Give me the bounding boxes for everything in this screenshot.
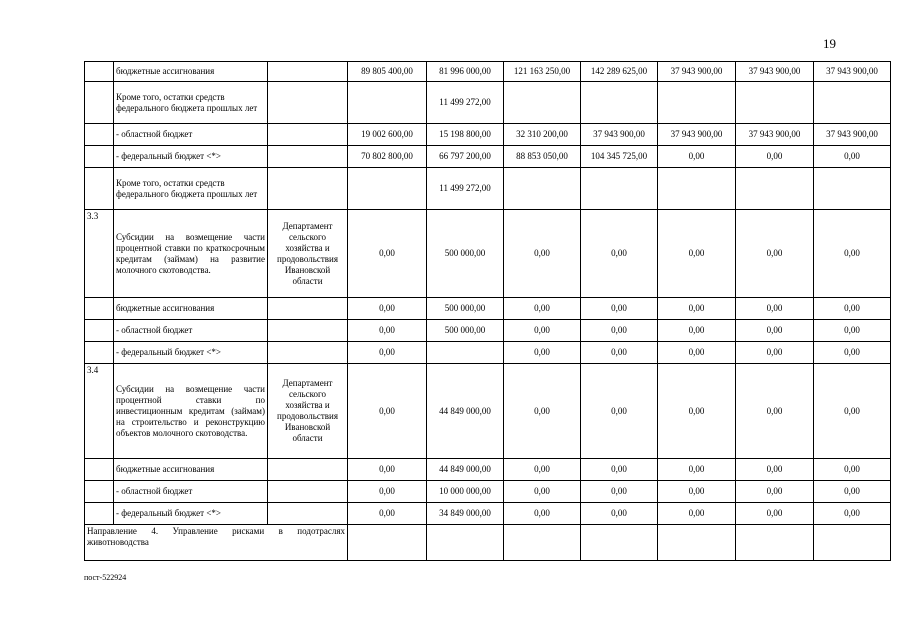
amount-cell: 37 943 900,00: [658, 124, 736, 146]
amount-cell: 0,00: [348, 503, 427, 525]
amount-cell: 44 849 000,00: [427, 459, 504, 481]
amount-cell: 0,00: [348, 210, 427, 298]
amount-cell: 0,00: [814, 342, 891, 364]
amount-cell: 0,00: [658, 481, 736, 503]
amount-cell: 0,00: [504, 459, 581, 481]
amount-cell: 0,00: [504, 298, 581, 320]
amount-cell: [504, 168, 581, 210]
amount-cell: [581, 525, 658, 561]
table-row: [85, 342, 891, 364]
executor-cell: [268, 168, 348, 210]
amount-cell: [658, 525, 736, 561]
item-name: Кроме того, остатки средств федерального бюджета прошлых лет: [114, 168, 268, 210]
amount-cell: [736, 168, 814, 210]
amount-cell: 0,00: [504, 320, 581, 342]
amount-cell: 34 849 000,00: [427, 503, 504, 525]
item-name: бюджетные ассигнования: [114, 298, 268, 320]
table-row-item: [85, 364, 891, 459]
item-name: бюджетные ассигнования: [114, 459, 268, 481]
amount-cell: 0,00: [581, 503, 658, 525]
amount-cell: 0,00: [581, 210, 658, 298]
amount-cell: 66 797 200,00: [427, 146, 504, 168]
table-row: [85, 62, 891, 82]
item-number: [85, 342, 114, 364]
item-number: [85, 146, 114, 168]
table-row: [85, 124, 891, 146]
amount-cell: 37 943 900,00: [814, 62, 891, 82]
amount-cell: 500 000,00: [427, 210, 504, 298]
amount-cell: [348, 525, 427, 561]
direction-title: Направление 4. Управление рисками в подотраслях животноводства: [85, 525, 348, 561]
amount-cell: [814, 168, 891, 210]
amount-cell: 44 849 000,00: [427, 364, 504, 459]
amount-cell: 0,00: [504, 364, 581, 459]
amount-cell: 0,00: [348, 481, 427, 503]
amount-cell: [427, 342, 504, 364]
item-name: бюджетные ассигнования: [114, 62, 268, 82]
amount-cell: 0,00: [736, 459, 814, 481]
amount-cell: 0,00: [504, 481, 581, 503]
table-row: [85, 146, 891, 168]
amount-cell: 0,00: [581, 481, 658, 503]
item-number: [85, 82, 114, 124]
amount-cell: 0,00: [814, 364, 891, 459]
item-name: - федеральный бюджет <*>: [114, 342, 268, 364]
item-number: [85, 124, 114, 146]
amount-cell: 0,00: [736, 298, 814, 320]
executor-cell: [268, 459, 348, 481]
executor-cell: Департамент сельского хозяйства и продовольствия Ивановской области: [268, 364, 348, 459]
amount-cell: 37 943 900,00: [736, 62, 814, 82]
amount-cell: 0,00: [348, 459, 427, 481]
amount-cell: 0,00: [504, 503, 581, 525]
amount-cell: 0,00: [736, 503, 814, 525]
table-row: [85, 168, 891, 210]
amount-cell: 0,00: [736, 481, 814, 503]
amount-cell: 11 499 272,00: [427, 168, 504, 210]
table-row: [85, 481, 891, 503]
executor-cell: [268, 320, 348, 342]
page-number: 19: [823, 36, 836, 51]
amount-cell: 0,00: [581, 342, 658, 364]
amount-cell: 0,00: [736, 364, 814, 459]
item-number: 3.4: [85, 364, 114, 459]
item-number: [85, 168, 114, 210]
document-code: пост-522924: [84, 573, 127, 582]
item-name: - областной бюджет: [114, 481, 268, 503]
amount-cell: 0,00: [348, 342, 427, 364]
executor-cell: [268, 82, 348, 124]
amount-cell: 11 499 272,00: [427, 82, 504, 124]
amount-cell: 0,00: [581, 459, 658, 481]
table-row: [85, 459, 891, 481]
amount-cell: 0,00: [736, 342, 814, 364]
amount-cell: 0,00: [581, 320, 658, 342]
amount-cell: 0,00: [504, 210, 581, 298]
amount-cell: 0,00: [736, 320, 814, 342]
amount-cell: 0,00: [814, 459, 891, 481]
amount-cell: 0,00: [736, 210, 814, 298]
amount-cell: [736, 82, 814, 124]
amount-cell: 0,00: [658, 320, 736, 342]
amount-cell: 0,00: [348, 298, 427, 320]
amount-cell: 0,00: [814, 210, 891, 298]
table-row: [85, 503, 891, 525]
executor-cell: [268, 124, 348, 146]
amount-cell: 0,00: [504, 342, 581, 364]
item-name: - областной бюджет: [114, 320, 268, 342]
item-number: [85, 320, 114, 342]
executor-cell: [268, 146, 348, 168]
amount-cell: 37 943 900,00: [581, 124, 658, 146]
item-number: [85, 503, 114, 525]
amount-cell: 0,00: [814, 481, 891, 503]
amount-cell: 81 996 000,00: [427, 62, 504, 82]
executor-cell: Департамент сельского хозяйства и продовольствия Ивановской области: [268, 210, 348, 298]
amount-cell: 0,00: [814, 320, 891, 342]
amount-cell: 0,00: [658, 146, 736, 168]
amount-cell: 0,00: [814, 298, 891, 320]
amount-cell: 121 163 250,00: [504, 62, 581, 82]
executor-cell: [268, 503, 348, 525]
amount-cell: 70 802 800,00: [348, 146, 427, 168]
table-row-direction: [85, 525, 891, 561]
item-name: Субсидии на возмещение части процентной ставки по инвестиционным кредитам (займам) на строительство и реконструкцию объектов молочного скотоводства.: [114, 364, 268, 459]
amount-cell: 104 345 725,00: [581, 146, 658, 168]
amount-cell: [814, 82, 891, 124]
amount-cell: 88 853 050,00: [504, 146, 581, 168]
table-row: [85, 298, 891, 320]
amount-cell: 0,00: [348, 320, 427, 342]
table-row-item: [85, 210, 891, 298]
amount-cell: 0,00: [736, 146, 814, 168]
amount-cell: [581, 168, 658, 210]
table-row: [85, 320, 891, 342]
amount-cell: [348, 82, 427, 124]
amount-cell: 0,00: [658, 210, 736, 298]
amount-cell: [427, 525, 504, 561]
amount-cell: 500 000,00: [427, 298, 504, 320]
amount-cell: [658, 168, 736, 210]
amount-cell: 37 943 900,00: [736, 124, 814, 146]
amount-cell: [581, 82, 658, 124]
amount-cell: [736, 525, 814, 561]
amount-cell: [504, 525, 581, 561]
amount-cell: 0,00: [658, 342, 736, 364]
amount-cell: 0,00: [814, 503, 891, 525]
item-name: Кроме того, остатки средств федерального бюджета прошлых лет: [114, 82, 268, 124]
amount-cell: 0,00: [814, 146, 891, 168]
amount-cell: 10 000 000,00: [427, 481, 504, 503]
item-number: [85, 298, 114, 320]
amount-cell: 0,00: [348, 364, 427, 459]
amount-cell: [658, 82, 736, 124]
item-name: - федеральный бюджет <*>: [114, 503, 268, 525]
amount-cell: 89 805 400,00: [348, 62, 427, 82]
item-number: [85, 481, 114, 503]
amount-cell: 19 002 600,00: [348, 124, 427, 146]
table-row: [85, 82, 891, 124]
amount-cell: 37 943 900,00: [814, 124, 891, 146]
amount-cell: 0,00: [658, 503, 736, 525]
amount-cell: 0,00: [658, 298, 736, 320]
item-name: - областной бюджет: [114, 124, 268, 146]
executor-cell: [268, 62, 348, 82]
amount-cell: [814, 525, 891, 561]
item-name: Субсидии на возмещение части процентной ставки по краткосрочным кредитам (займам) на развитие молочного скотоводства.: [114, 210, 268, 298]
executor-cell: [268, 342, 348, 364]
budget-table: [84, 61, 891, 561]
amount-cell: 0,00: [581, 364, 658, 459]
amount-cell: 500 000,00: [427, 320, 504, 342]
item-number: 3.3: [85, 210, 114, 298]
item-number: [85, 62, 114, 82]
amount-cell: 0,00: [658, 364, 736, 459]
amount-cell: [504, 82, 581, 124]
amount-cell: 0,00: [581, 298, 658, 320]
budget-table-body: [85, 62, 891, 561]
amount-cell: 15 198 800,00: [427, 124, 504, 146]
amount-cell: 37 943 900,00: [658, 62, 736, 82]
item-name: - федеральный бюджет <*>: [114, 146, 268, 168]
executor-cell: [268, 481, 348, 503]
amount-cell: [348, 168, 427, 210]
amount-cell: 0,00: [658, 459, 736, 481]
amount-cell: 32 310 200,00: [504, 124, 581, 146]
item-number: [85, 459, 114, 481]
executor-cell: [268, 298, 348, 320]
amount-cell: 142 289 625,00: [581, 62, 658, 82]
